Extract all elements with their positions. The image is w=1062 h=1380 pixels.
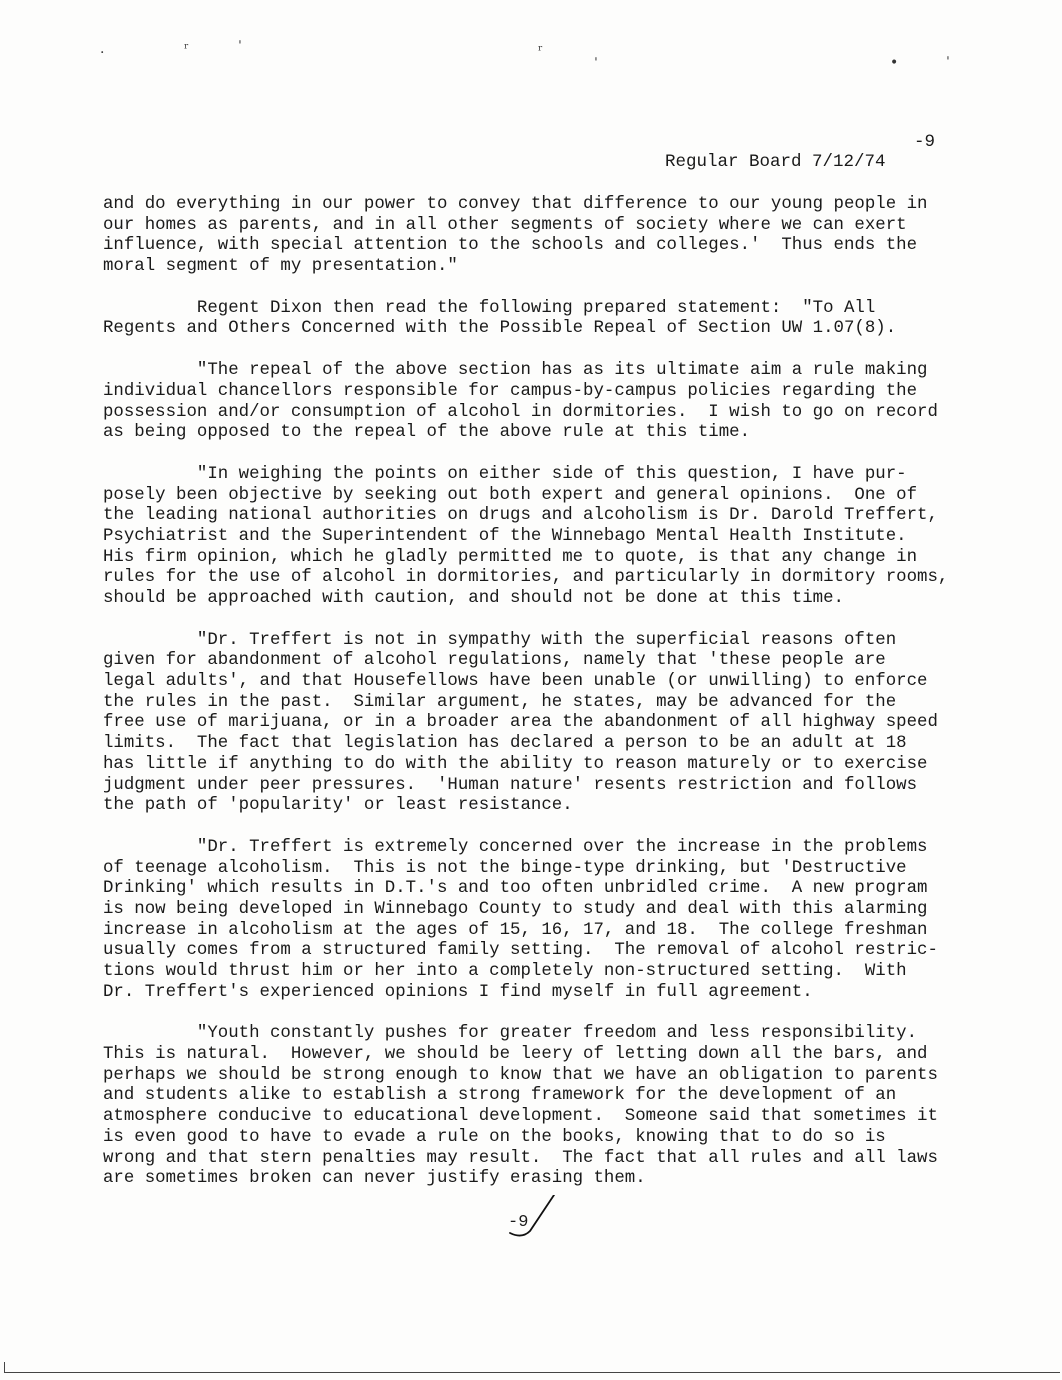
paragraph: [103, 838, 953, 1004]
text-line: "In weighing the points on either side of this question, I have pur-: [103, 464, 907, 484]
text-line: "Dr. Treffert is not in sympathy with the superficial reasons often: [103, 630, 897, 650]
text-line: increase in alcoholism at the ages of 15, 16, 17, and 18. The college freshman: [103, 920, 928, 940]
text-line: possession and/or consumption of alcohol in dormitories. I wish to go on record: [103, 402, 938, 422]
text-line: judgment under peer pressures. 'Human nature' resents restriction and follows: [103, 775, 918, 795]
scan-speck: ˌ: [594, 47, 598, 63]
text-line: free use of marijuana, or in a broader area the abandonment of all highway speed: [103, 713, 938, 733]
paragraph: [103, 299, 953, 340]
text-line: the rules in the past. Similar argument, he states, may be advanced for the: [103, 692, 897, 712]
scan-speck: ˈ: [946, 55, 950, 71]
text-line: the path of 'popularity' or least resistance.: [103, 796, 573, 816]
text-line: individual chancellors responsible for campus-by-campus policies regarding the: [103, 381, 918, 401]
text-line: is even good to have to evade a rule on the books, knowing that to do so is: [103, 1127, 886, 1147]
paragraph: [103, 465, 953, 610]
text-line: wrong and that stern penalties may result. The fact that all rules and all laws: [103, 1148, 938, 1168]
body-text: [103, 195, 953, 1190]
text-line: perhaps we should be strong enough to know that we have an obligation to parents: [103, 1065, 938, 1085]
text-line: tions would thrust him or her into a completely non-structured setting. With: [103, 962, 907, 981]
paragraph: [103, 631, 953, 817]
text-line: are sometimes broken can never justify erasing them.: [103, 1169, 646, 1189]
scan-border-tick: [4, 1362, 5, 1372]
handwritten-check-icon: [508, 1195, 568, 1245]
text-line: "Youth constantly pushes for greater freedom and less responsibility.: [103, 1024, 918, 1044]
scan-speck: •: [890, 55, 899, 71]
text-line: Dr. Treffert's experienced opinions I find myself in full agreement.: [103, 982, 813, 1002]
text-line: His firm opinion, which he gladly permitted me to quote, is that any change in: [103, 547, 918, 567]
text-line: atmosphere conducive to educational development. Someone said that sometimes it: [103, 1107, 938, 1127]
footer-page-number: -9: [508, 1213, 529, 1232]
text-line: legal adults', and that Housefellows have been unable (or unwilling) to enforce: [103, 672, 928, 692]
header-page-number: -9: [914, 132, 936, 152]
text-line: Regent Dixon then read the following prepared statement: "To All: [103, 298, 876, 318]
text-line: and do everything in our power to convey that difference to our young people in: [103, 195, 928, 214]
text-line: Drinking' which results in D.T.'s and too often unbridled crime. A new program: [103, 879, 928, 899]
text-line: limits. The fact that legislation has declared a person to be an adult at 18: [103, 734, 907, 754]
text-line: of teenage alcoholism. This is not the binge-type drinking, but 'Destructive: [103, 858, 907, 878]
text-line: and students alike to establish a strong framework for the development of an: [103, 1086, 897, 1106]
text-line: the leading national authorities on drugs and alcoholism is Dr. Darold Treffert,: [103, 506, 938, 526]
text-line: moral segment of my presentation.": [103, 257, 458, 277]
text-line: This is natural. However, we should be leery of letting down all the bars, and: [103, 1045, 928, 1065]
scan-speck: ʳ: [538, 43, 543, 59]
text-line: "The repeal of the above section has as its ultimate aim a rule making: [103, 361, 928, 381]
scan-speck: ·: [100, 45, 105, 61]
text-line: given for abandonment of alcohol regulations, namely that 'these people are: [103, 651, 886, 671]
text-line: posely been objective by seeking out both expert and general opinions. One of: [103, 485, 918, 505]
paragraph: [103, 195, 953, 278]
text-line: rules for the use of alcohol in dormitories, and particularly in dormitory rooms,: [103, 568, 949, 588]
scan-border-line: [4, 1372, 1060, 1373]
text-line: is now being developed in Winnebago County to study and deal with this alarming: [103, 899, 928, 919]
paragraph: [103, 361, 953, 444]
scan-speck: ˈ: [238, 39, 242, 55]
text-line: our homes as parents, and in all other segments of society where we can exert: [103, 215, 907, 235]
text-line: "Dr. Treffert is extremely concerned over the increase in the problems: [103, 837, 928, 857]
paragraph: [103, 1024, 953, 1190]
text-line: usually comes from a structured family setting. The removal of alcohol restric-: [103, 941, 938, 961]
scan-speck: ʳ: [184, 41, 189, 57]
text-line: should be approached with caution, and should not be done at this time.: [103, 589, 844, 608]
text-line: Psychiatrist and the Superintendent of the Winnebago Mental Health Institute.: [103, 526, 907, 546]
text-line: influence, with special attention to the schools and colleges.' Thus ends the: [103, 236, 918, 256]
text-line: Regents and Others Concerned with the Possible Repeal of Section UW 1.07(8).: [103, 319, 897, 339]
header-title: Regular Board 7/12/74: [665, 152, 886, 172]
text-line: as being opposed to the repeal of the above rule at this time.: [103, 423, 751, 443]
text-line: has little if anything to do with the ability to reason maturely or to exercise: [103, 754, 928, 774]
footer-page-mark: [508, 1195, 568, 1245]
